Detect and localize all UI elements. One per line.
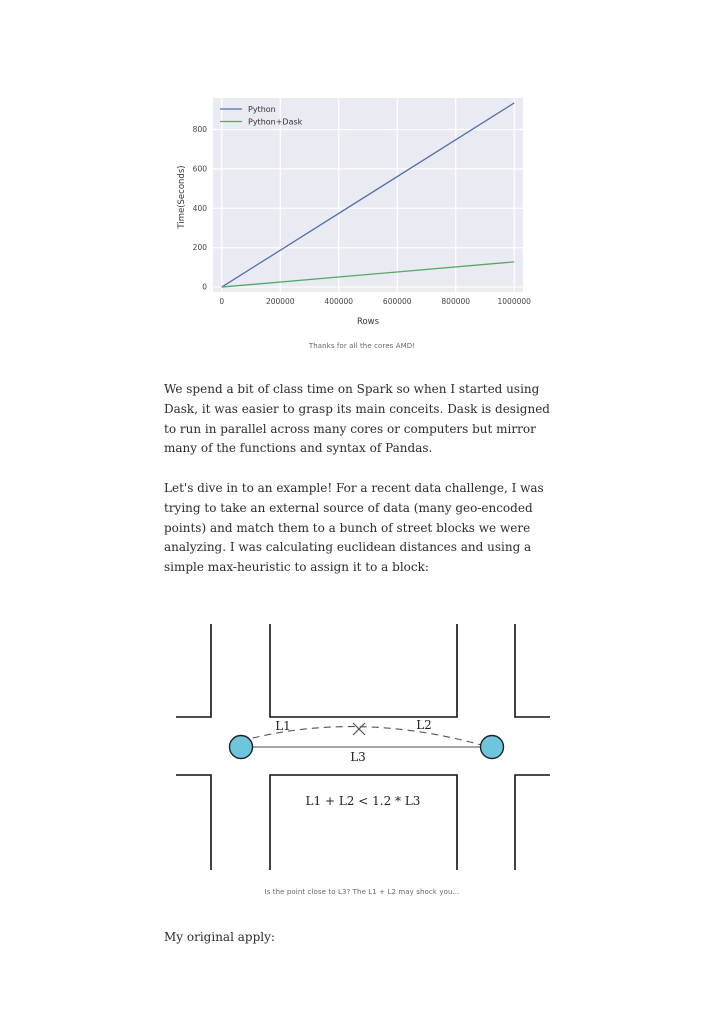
paragraph-example: Let's dive in to an example! For a recent data challenge, I was trying to take an external source of data (many geo-encoded points) and match them to a bunch of street blocks we were analyzing. I was calculating euclidean distances and using a simple max-heuristic to assign it to a block: — [164, 481, 544, 575]
y-tick-label: 400 — [192, 203, 207, 213]
y-tick-label: 600 — [192, 164, 207, 174]
block-top-right — [515, 624, 550, 717]
block-bottom-center — [270, 775, 457, 870]
block-top-left — [176, 624, 211, 717]
x-tick-label: 200000 — [265, 297, 295, 306]
chart-caption: Thanks for all the cores AMD! — [308, 342, 416, 350]
point-left — [230, 736, 253, 759]
performance-chart — [170, 92, 540, 332]
x-tick-label: 0 — [219, 297, 225, 306]
y-tick-label: 200 — [192, 243, 207, 253]
block-bottom-left — [176, 775, 211, 870]
block-bottom-right — [515, 775, 550, 870]
x-tick-label: 600000 — [382, 297, 412, 306]
label-l2: L2 — [416, 718, 432, 732]
y-tick-label: 0 — [202, 282, 207, 292]
y-axis-label: Time(Seconds) — [177, 165, 187, 229]
legend-label: Python — [248, 104, 276, 114]
y-tick-label: 800 — [192, 125, 207, 135]
paragraph-dask-intro: We spend a bit of class time on Spark so when I started using Dask, it was easier to grasp its main conceits. Dask is designed to run in parallel across many cores or computers but mirror many of the functions and syntax of Pandas. — [164, 382, 550, 456]
street-block-diagram — [170, 618, 555, 878]
diagram-caption: Is the point close to L3? The L1 + L2 may shock you... — [264, 888, 460, 896]
paragraph-original-apply: My original apply: — [164, 930, 275, 944]
x-tick-label: 400000 — [324, 297, 354, 306]
x-tick-label: 1000000 — [497, 297, 531, 306]
cross-point-icon — [353, 723, 365, 735]
legend-label: Python+Dask — [248, 117, 303, 127]
label-l3: L3 — [350, 750, 366, 764]
point-right — [481, 736, 504, 759]
x-axis-label: Rows — [356, 317, 380, 327]
formula: L1 + L2 < 1.2 * L3 — [305, 794, 421, 808]
block-top-center — [270, 624, 457, 717]
x-tick-label: 800000 — [441, 297, 471, 306]
label-l1: L1 — [275, 719, 291, 733]
